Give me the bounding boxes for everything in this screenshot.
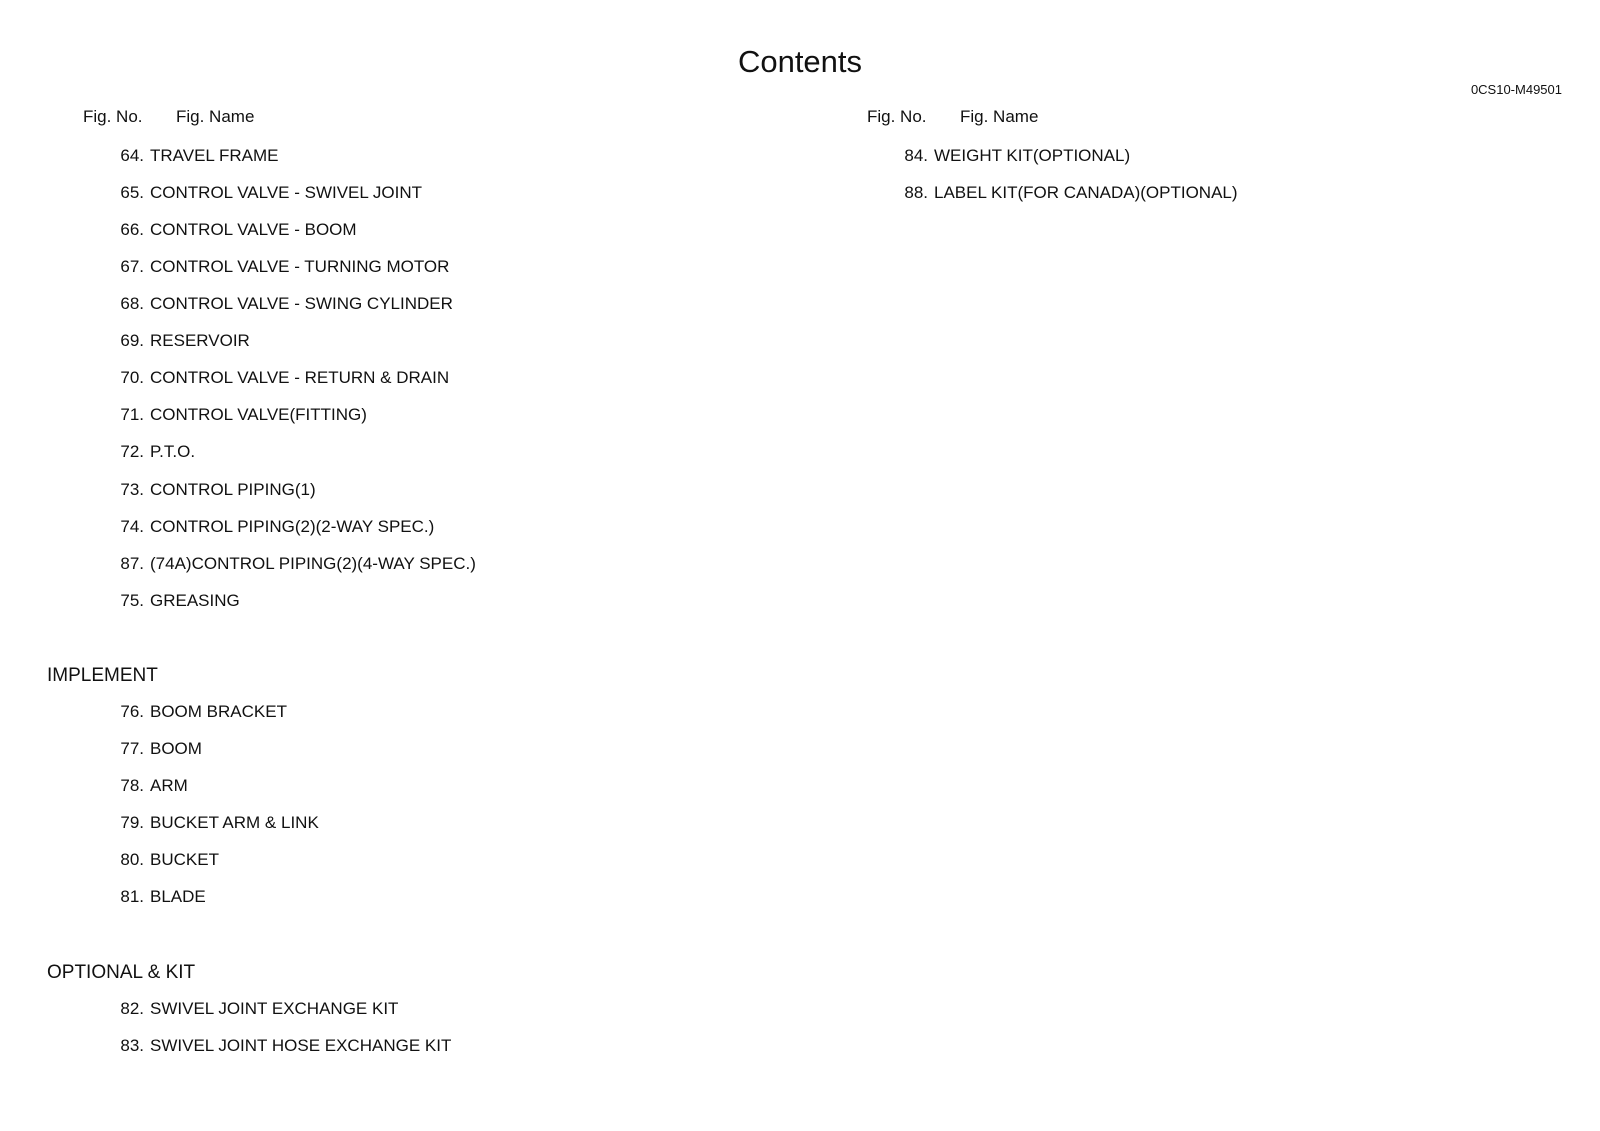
fig-number: 67. — [120, 257, 144, 276]
section-heading-optional-kit: OPTIONAL & KIT — [47, 962, 196, 983]
fig-name-header: Fig. Name — [960, 107, 1039, 126]
fig-number: 77. — [120, 739, 144, 758]
fig-number: 83. — [120, 1036, 144, 1055]
fig-number: 84. — [904, 146, 928, 165]
fig-number: 88. — [904, 183, 928, 202]
fig-name: RESERVOIR — [150, 331, 250, 350]
fig-name: GREASING — [150, 591, 240, 610]
fig-name: BOOM BRACKET — [150, 702, 287, 721]
fig-number: 72. — [120, 442, 144, 461]
fig-number: 74. — [120, 517, 144, 536]
fig-name-header: Fig. Name — [176, 107, 255, 126]
fig-name: WEIGHT KIT(OPTIONAL) — [934, 146, 1131, 165]
section-heading-implement: IMPLEMENT — [47, 665, 158, 686]
fig-name: CONTROL VALVE - BOOM — [150, 220, 357, 239]
fig-name: (74A)CONTROL PIPING(2)(4-WAY SPEC.) — [150, 554, 476, 573]
fig-number: 71. — [120, 405, 144, 424]
fig-name: LABEL KIT(FOR CANADA)(OPTIONAL) — [934, 183, 1238, 202]
fig-number: 75. — [120, 591, 144, 610]
fig-name: SWIVEL JOINT HOSE EXCHANGE KIT — [150, 1036, 452, 1055]
fig-number: 81. — [120, 887, 144, 906]
fig-name: CONTROL VALVE - RETURN & DRAIN — [150, 368, 450, 387]
fig-name: ARM — [150, 776, 188, 795]
left-column-header — [83, 107, 255, 127]
page-title: Contents — [737, 44, 863, 79]
fig-name: BUCKET ARM & LINK — [150, 813, 319, 832]
fig-number: 65. — [120, 183, 144, 202]
fig-number: 64. — [120, 146, 144, 165]
fig-name: BLADE — [150, 887, 206, 906]
fig-number: 73. — [120, 480, 144, 499]
fig-number: 78. — [120, 776, 144, 795]
document-code: 0CS10-M49501 — [1470, 82, 1562, 97]
fig-name: BOOM — [150, 739, 202, 758]
fig-number: 69. — [120, 331, 144, 350]
fig-name: CONTROL VALVE - TURNING MOTOR — [150, 257, 450, 276]
fig-no-header: Fig. No. — [867, 107, 927, 126]
fig-number: 66. — [120, 220, 144, 239]
fig-name: SWIVEL JOINT EXCHANGE KIT — [150, 999, 399, 1018]
fig-name: TRAVEL FRAME — [150, 146, 279, 165]
fig-number: 80. — [120, 850, 144, 869]
fig-name: P.T.O. — [150, 442, 196, 461]
fig-no-header: Fig. No. — [83, 107, 143, 126]
fig-number: 79. — [120, 813, 144, 832]
fig-name: CONTROL VALVE - SWIVEL JOINT — [150, 183, 423, 202]
fig-name: CONTROL PIPING(2)(2-WAY SPEC.) — [150, 517, 435, 536]
fig-number: 82. — [120, 999, 144, 1018]
fig-number: 76. — [120, 702, 144, 721]
fig-number: 87. — [120, 554, 144, 573]
fig-name: CONTROL VALVE - SWING CYLINDER — [150, 294, 453, 313]
fig-name: CONTROL VALVE(FITTING) — [150, 405, 367, 424]
fig-name: BUCKET — [150, 850, 219, 869]
right-column-header — [867, 107, 1039, 127]
fig-name: CONTROL PIPING(1) — [150, 480, 316, 499]
fig-number: 70. — [120, 368, 144, 387]
fig-number: 68. — [120, 294, 144, 313]
